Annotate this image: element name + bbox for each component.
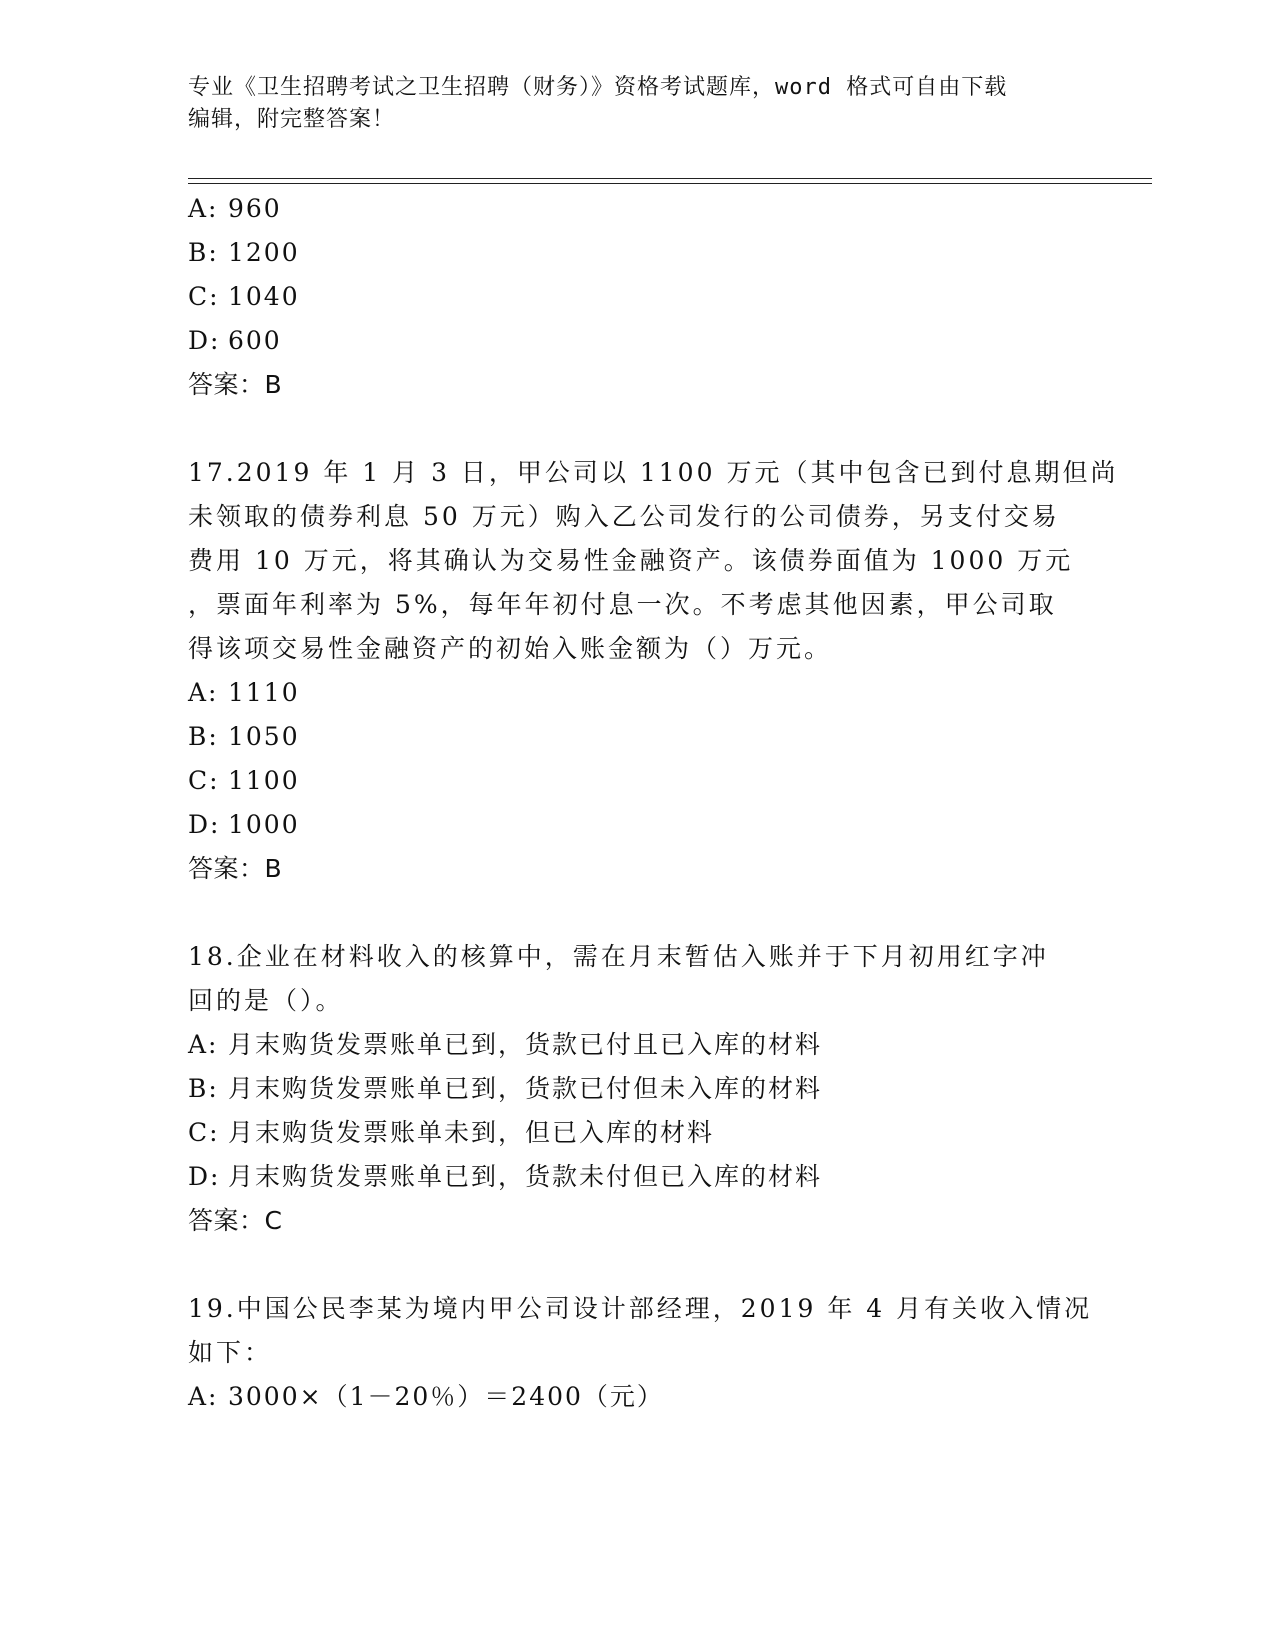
- document-header: [188, 72, 1088, 136]
- q17-answer: 答案：B: [188, 854, 283, 883]
- q17-option-d: D: 1000: [188, 810, 300, 839]
- q16-answer: 答案：B: [188, 370, 283, 399]
- header-line-2: 编辑，附完整答案！: [188, 107, 396, 132]
- q18-option-c: C: 月末购货发票账单未到，但已入库的材料: [188, 1118, 715, 1147]
- header-divider-top: [188, 178, 1152, 179]
- q17-text-line-2: 未领取的债券利息 50 万元）购入乙公司发行的公司债券，另支付交易: [188, 502, 1060, 531]
- q16-option-c: C: 1040: [188, 282, 300, 311]
- q18-option-a: A: 月末购货发票账单已到，货款已付且已入库的材料: [188, 1030, 823, 1059]
- q18-option-b: B: 月末购货发票账单已到，货款已付但未入库的材料: [188, 1074, 823, 1103]
- q19-text-line-1: 19.中国公民李某为境内甲公司设计部经理，2019 年 4 月有关收入情况: [188, 1294, 1093, 1323]
- q16-option-b: B: 1200: [188, 238, 300, 267]
- q16-option-a: A: 960: [188, 194, 282, 223]
- q16-option-d: D: 600: [188, 326, 282, 355]
- q18-answer: 答案：C: [188, 1206, 283, 1235]
- header-divider-bottom: [188, 183, 1152, 184]
- q18-text-line-2: 回的是（）。: [188, 986, 344, 1015]
- header-line-1: 专业《卫生招聘考试之卫生招聘（财务）》资格考试题库，word 格式可自由下载: [188, 75, 1008, 100]
- q19-text-line-2: 如下：: [188, 1338, 273, 1367]
- q19-option-a: A: 3000×（1－20％）＝2400（元）: [188, 1382, 664, 1411]
- q17-option-b: B: 1050: [188, 722, 300, 751]
- q18-text-line-1: 18.企业在材料收入的核算中，需在月末暂估入账并于下月初用红字冲: [188, 942, 1049, 971]
- q17-option-a: A: 1110: [188, 678, 300, 707]
- q17-text-line-1: 17.2019 年 1 月 3 日，甲公司以 1100 万元（其中包含已到付息期但尚: [188, 458, 1119, 487]
- q17-option-c: C: 1100: [188, 766, 300, 795]
- q17-text-line-4: ，票面年利率为 5%，每年年初付息一次。不考虑其他因素，甲公司取: [188, 590, 1057, 619]
- q17-text-line-5: 得该项交易性金融资产的初始入账金额为（）万元。: [188, 634, 833, 663]
- q17-text-line-3: 费用 10 万元，将其确认为交易性金融资产。该债券面值为 1000 万元: [188, 546, 1074, 575]
- q18-option-d: D: 月末购货发票账单已到，货款未付但已入库的材料: [188, 1162, 823, 1191]
